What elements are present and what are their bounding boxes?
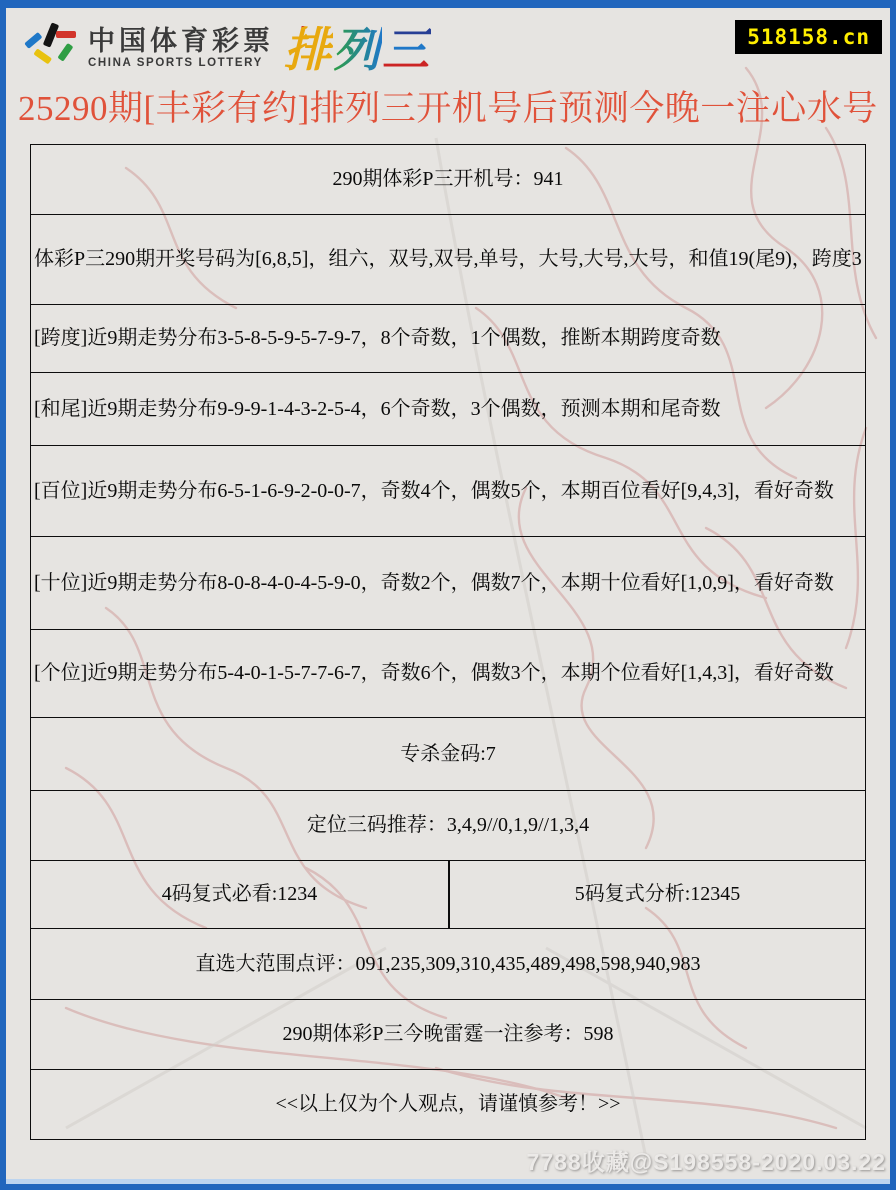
row-draw-result: 体彩P三290期开奖号码为[6,8,5]，组六，双号,双号,单号，大号,大号,大号，和值19(尾9)，跨度3 <box>31 214 865 304</box>
row-duplex-codes <box>31 860 865 928</box>
site-url-badge: 518158.cn <box>735 20 882 54</box>
row-direct-range: 直选大范围点评：091,235,309,310,435,489,498,598,940,983 <box>31 928 865 999</box>
row-kill-gold-code: 专杀金码:7 <box>31 717 865 790</box>
collector-watermark: 7788收藏@S198558-2020.03.22 <box>526 1149 886 1175</box>
row-position-three-codes: 定位三码推荐：3,4,9//0,1,9//1,3,4 <box>31 790 865 860</box>
brand-name-english: CHINA SPORTS LOTTERY <box>88 57 263 70</box>
brand-name-chinese: 中国体育彩票 <box>88 26 274 57</box>
prediction-table <box>30 144 866 1140</box>
row-sumtail-trend: [和尾]近9期走势分布9-9-9-1-4-3-2-5-4，6个奇数，3个偶数，预测本期和尾奇数 <box>31 372 865 445</box>
game-char-3: 三 <box>382 22 431 76</box>
header <box>6 8 890 80</box>
row-span-trend: [跨度]近9期走势分布3-5-8-5-9-5-7-9-7，8个奇数，1个偶数，推断本期跨度奇数 <box>31 304 865 372</box>
cell-five-code-duplex: 5码复式分析:12345 <box>448 861 865 928</box>
game-name-pailiesan <box>284 22 431 76</box>
china-sports-lottery-logo-icon <box>20 21 82 77</box>
row-hundreds-trend: [百位]近9期走势分布6-5-1-6-9-2-0-0-7，奇数4个，偶数5个，本期百位看好[9,4,3]，看好奇数 <box>31 445 865 536</box>
row-single-bet-ref: 290期体彩P三今晚雷霆一注参考：598 <box>31 999 865 1069</box>
cell-four-code-duplex: 4码复式必看:1234 <box>161 883 318 905</box>
game-char-2: 列 <box>333 22 382 76</box>
game-char-1: 排 <box>284 22 333 76</box>
page-title: 25290期[丰彩有约]排列三开机号后预测今晚一注心水号 <box>18 89 878 128</box>
row-tens-trend: [十位]近9期走势分布8-0-8-4-0-4-5-9-0，奇数2个，偶数7个，本期十位看好[1,0,9]，看好奇数 <box>31 536 865 629</box>
row-units-trend: [个位]近9期走势分布5-4-0-1-5-7-7-6-7，奇数6个，偶数3个，本期个位看好[1,4,3]，看好奇数 <box>31 629 865 717</box>
brand-text-block <box>88 28 274 70</box>
row-disclaimer: <<以上仅为个人观点，请谨慎参考！>> <box>31 1069 865 1139</box>
row-kaiji-number: 290期体彩P三开机号：941 <box>332 168 564 190</box>
bottom-frame-highlight <box>6 1179 890 1184</box>
